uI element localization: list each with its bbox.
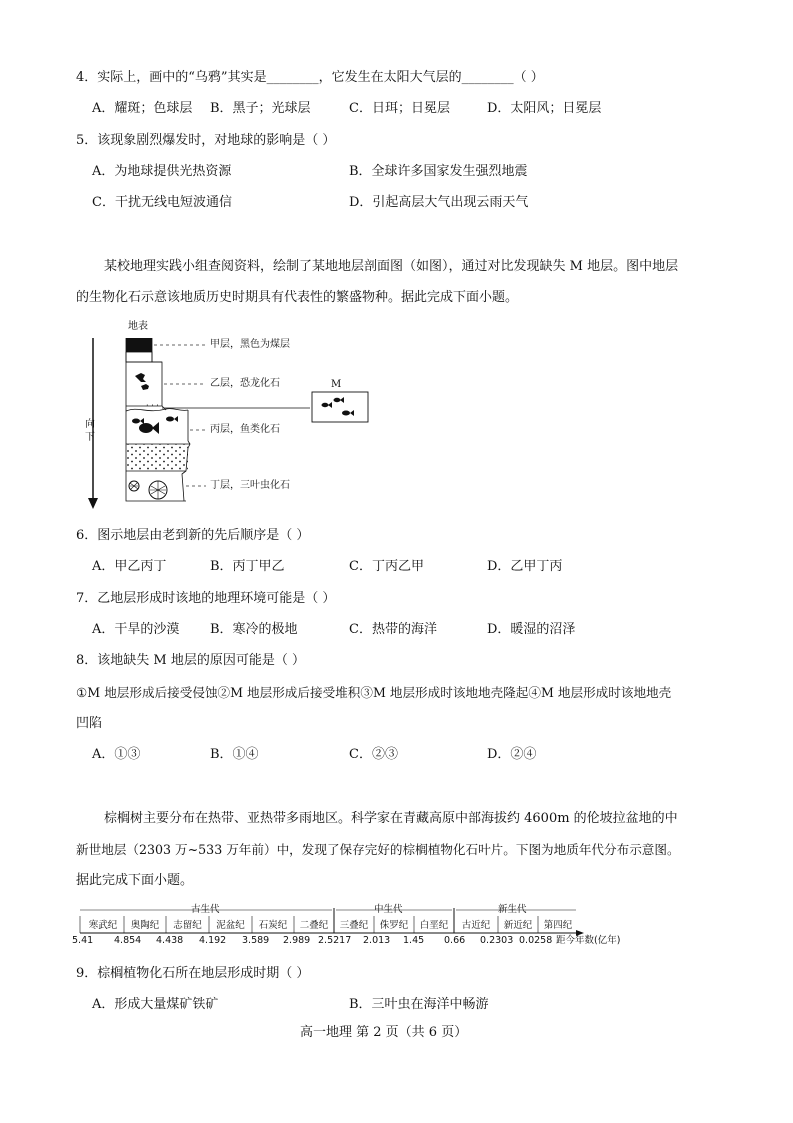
q7-option-d: D．暖湿的沼泽 bbox=[487, 622, 576, 637]
q4-option-c: C．日珥；日冕层 bbox=[349, 101, 450, 116]
q8-reasons-line1: ①M 地层形成后接受侵蚀②M 地层形成后接受堆积③M 地层形成时该地地壳隆起④M 地层形成时该地地壳 bbox=[76, 685, 672, 700]
tick-5: 2.989 bbox=[283, 935, 311, 946]
period-paleogene: 古近纪 bbox=[461, 920, 491, 931]
q8-option-d: D．②④ bbox=[487, 747, 537, 762]
q8-reasons-line2: 凹陷 bbox=[76, 716, 103, 731]
passage1-line2: 的生物化石示意该地质历史时期具有代表性的繁盛物种。据此完成下面小题。 bbox=[76, 290, 519, 305]
tick-7: 2.013 bbox=[363, 935, 391, 946]
period-cretaceous: 白垩纪 bbox=[419, 920, 449, 931]
era-cenozoic: 新生代 bbox=[498, 904, 527, 915]
q9-option-a: A．形成大量煤矿铁矿 bbox=[92, 997, 219, 1012]
era-paleozoic: 古生代 bbox=[191, 904, 220, 915]
label-m: M bbox=[331, 379, 342, 390]
q5-option-a: A．为地球提供光热资源 bbox=[92, 164, 232, 179]
passage2-line2: 新世地层（2303 万~533 万年前）中，发现了保存完好的棕榈植物化石叶片。下图为地质年代分布示意图。 bbox=[76, 842, 680, 857]
period-devonian: 泥盆纪 bbox=[216, 920, 245, 931]
tick-8: 1.45 bbox=[403, 935, 425, 946]
label-layer-jia: 甲层，黑色为煤层 bbox=[210, 339, 290, 350]
period-ordovician: 奥陶纪 bbox=[130, 920, 160, 931]
period-triassic: 三叠纪 bbox=[339, 920, 369, 931]
q7-option-c: C．热带的海洋 bbox=[349, 622, 437, 637]
label-layer-bing: 丙层，鱼类化石 bbox=[210, 424, 280, 435]
q7-option-a: A．干旱的沙漠 bbox=[92, 622, 180, 637]
period-carboniferous: 石炭纪 bbox=[258, 920, 288, 931]
q7-option-b: B．寒冷的极地 bbox=[210, 622, 298, 637]
tick-0: 5.41 bbox=[72, 935, 94, 946]
tick-2: 4.438 bbox=[156, 935, 184, 946]
period-jurassic: 侏罗纪 bbox=[379, 920, 409, 931]
period-quaternary: 第四纪 bbox=[543, 920, 573, 931]
q5-option-c: C．干扰无线电短波通信 bbox=[92, 195, 232, 210]
tick-3: 4.192 bbox=[199, 935, 227, 946]
period-permian: 二叠纪 bbox=[299, 920, 329, 931]
q5-option-b: B．全球许多国家发生强烈地震 bbox=[349, 164, 528, 179]
label-surface: 地表 bbox=[128, 321, 148, 332]
q4-option-d: D．太阳风；日冕层 bbox=[487, 101, 602, 116]
q4-stem: 4．实际上，画中的“乌鸦”其实是________，它发生在太阳大气层的________（ ） bbox=[76, 70, 544, 85]
q9-stem: 9．棕榈植物化石所在地层形成时期（ ） bbox=[76, 966, 310, 981]
q8-stem: 8．该地缺失 M 地层的原因可能是（ ） bbox=[76, 653, 305, 668]
q5-option-d: D．引起高层大气出现云雨天气 bbox=[349, 195, 529, 210]
era-mesozoic: 中生代 bbox=[374, 904, 403, 915]
period-silurian: 志留纪 bbox=[173, 920, 202, 931]
q6-option-a: A．甲乙丙丁 bbox=[92, 559, 167, 574]
q4-option-b: B．黑子；光球层 bbox=[210, 101, 311, 116]
q5-stem: 5．该现象剧烈爆发时，对地球的影响是（ ） bbox=[76, 133, 336, 148]
label-layer-yi: 乙层，恐龙化石 bbox=[210, 378, 280, 389]
tick-6: 2.5217 bbox=[318, 935, 352, 946]
label-direction: 向下 bbox=[85, 419, 95, 443]
tick-10: 0.2303 bbox=[480, 935, 514, 946]
q4-option-a: A．耀斑；色球层 bbox=[92, 101, 193, 116]
tick-1: 4.854 bbox=[114, 935, 142, 946]
q6-option-d: D．乙甲丁丙 bbox=[487, 559, 563, 574]
svg-text:· · ·: · · · bbox=[146, 401, 159, 410]
q6-option-c: C．丁丙乙甲 bbox=[349, 559, 424, 574]
q9-option-b: B．三叶虫在海洋中畅游 bbox=[349, 997, 489, 1012]
q8-option-a: A．①③ bbox=[92, 747, 141, 762]
passage1-line1: 某校地理实践小组查阅资料，绘制了某地地层剖面图（如图），通过对比发现缺失 M 地层。图中地层 bbox=[104, 259, 679, 274]
q8-option-c: C．②③ bbox=[349, 747, 398, 762]
q6-stem: 6．图示地层由老到新的先后顺序是（ ） bbox=[76, 528, 310, 543]
tick-4: 3.589 bbox=[242, 935, 270, 946]
timeline-unit: 距今年数(亿年) bbox=[556, 935, 621, 946]
passage2-line3: 据此完成下面小题。 bbox=[76, 873, 194, 888]
q8-option-b: B．①④ bbox=[210, 747, 259, 762]
period-neogene: 新近纪 bbox=[503, 920, 533, 931]
page-footer: 高一地理 第 2 页（共 6 页） bbox=[300, 1025, 468, 1040]
period-cambrian: 寒武纪 bbox=[88, 920, 118, 931]
label-layer-ding: 丁层，三叶虫化石 bbox=[210, 480, 290, 491]
q6-option-b: B．丙丁甲乙 bbox=[210, 559, 285, 574]
passage2-line1: 棕榈树主要分布在热带、亚热带多雨地区。科学家在青藏高原中部海拔约 4600m 的伦坡拉盆地的中 bbox=[104, 811, 678, 826]
tick-11: 0.0258 bbox=[519, 935, 553, 946]
tick-9: 0.66 bbox=[444, 935, 466, 946]
q7-stem: 7．乙地层形成时该地的地理环境可能是（ ） bbox=[76, 591, 336, 606]
